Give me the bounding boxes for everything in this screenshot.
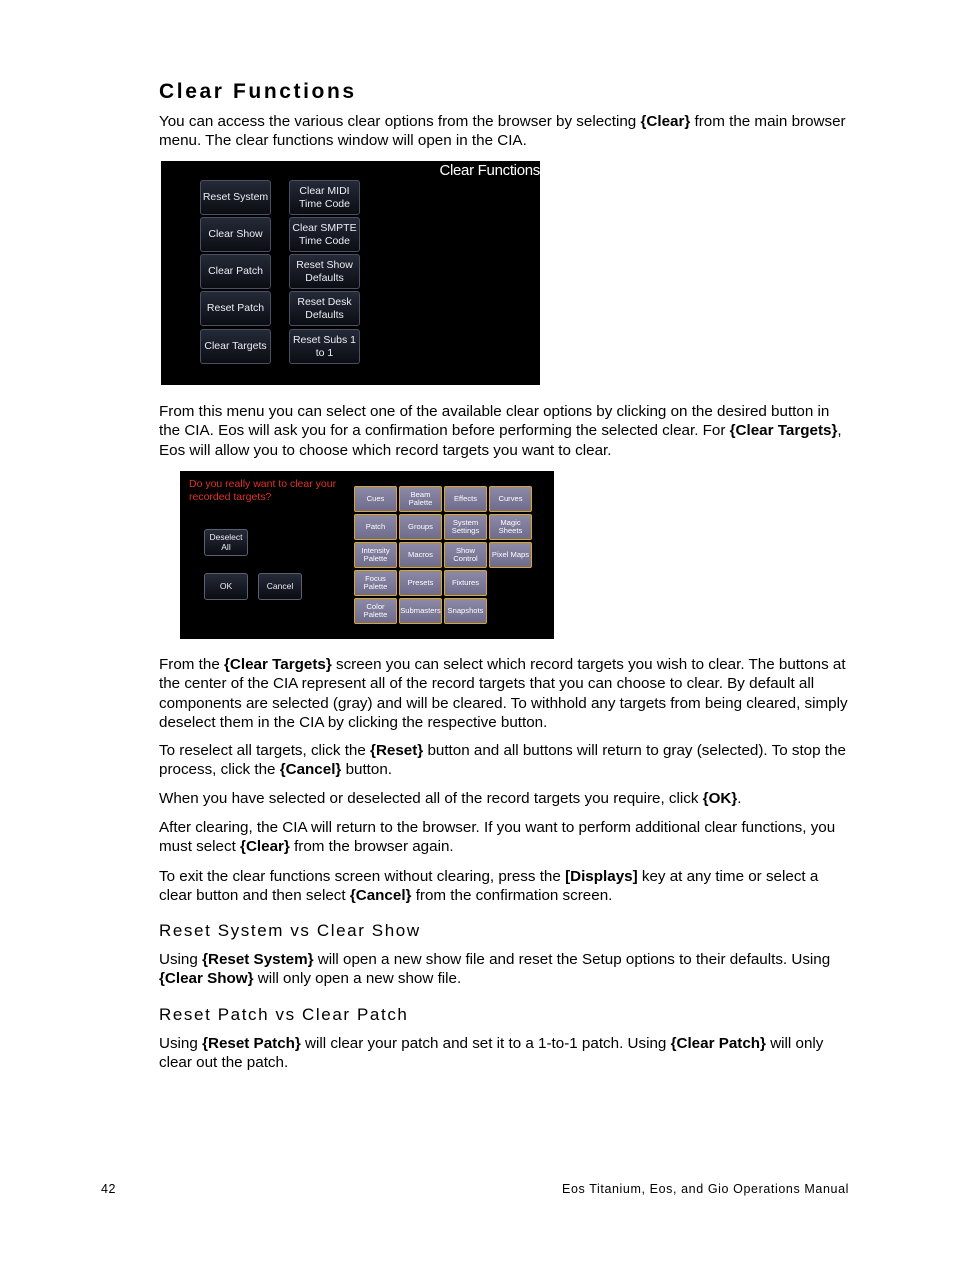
target-macros[interactable]: Macros	[399, 542, 442, 568]
target-focus-palette[interactable]: Focus Palette	[354, 570, 397, 596]
clear-targets-screenshot	[180, 471, 554, 639]
confirmation-prompt: Do you really want to clear your recorded targets?	[189, 478, 337, 503]
paragraph-clear-options: From this menu you can select one of the available clear options by clicking on the desired button in the CIA. Eos will ask you for a confirmation before performing the selected clear. For {Clear Targets}, Eos will allow you to choose which record targets you want to clear.	[159, 403, 842, 459]
target-color-palette[interactable]: Color Palette	[354, 598, 397, 624]
reset-subs-button[interactable]: Reset Subs 1 to 1	[289, 329, 360, 364]
target-fixtures[interactable]: Fixtures	[444, 570, 487, 596]
reset-desk-defaults-button[interactable]: Reset Desk Defaults	[289, 291, 360, 326]
target-patch[interactable]: Patch	[354, 514, 397, 540]
paragraph-reset-patch: Using {Reset Patch} will clear your patch and set it to a 1-to-1 patch. Using {Clear Patch} will only clear out the patch.	[159, 1035, 824, 1072]
target-effects[interactable]: Effects	[444, 486, 487, 512]
target-groups[interactable]: Groups	[399, 514, 442, 540]
section-heading: Clear Functions	[159, 80, 357, 103]
paragraph-exit: To exit the clear functions screen without clearing, press the [Displays] key at any time or select a clear button and then select {Cancel} from the confirmation screen.	[159, 868, 819, 905]
target-curves[interactable]: Curves	[489, 486, 532, 512]
intro-paragraph: You can access the various clear options from the browser by selecting {Clear} from the main browser menu. The clear functions window will open in the CIA.	[159, 113, 846, 150]
target-magic-sheets[interactable]: Magic Sheets	[489, 514, 532, 540]
paragraph-reselect: To reselect all targets, click the {Reset} button and all buttons will return to gray (selected). To stop the process, click the {Cancel} button.	[159, 742, 846, 779]
target-cues[interactable]: Cues	[354, 486, 397, 512]
clear-functions-title: Clear Functions	[439, 162, 540, 179]
reset-show-defaults-button[interactable]: Reset Show Defaults	[289, 254, 360, 289]
reset-patch-button[interactable]: Reset Patch	[200, 291, 271, 326]
reset-system-button[interactable]: Reset System	[200, 180, 271, 215]
paragraph-ok: When you have selected or deselected all of the record targets you require, click {OK}.	[159, 790, 742, 807]
clear-functions-screenshot	[161, 161, 540, 385]
paragraph-reset-system: Using {Reset System} will open a new show file and reset the Setup options to their defaults. Using {Clear Show} will only open a new show file.	[159, 951, 831, 988]
subheading-reset-patch: Reset Patch vs Clear Patch	[159, 1005, 409, 1024]
target-intensity-palette[interactable]: Intensity Palette	[354, 542, 397, 568]
paragraph-after-clearing: After clearing, the CIA will return to the browser. If you want to perform additional clear functions, you must select {Clear} from the browser again.	[159, 819, 836, 856]
target-show-control[interactable]: Show Control	[444, 542, 487, 568]
clear-targets-button[interactable]: Clear Targets	[200, 329, 271, 364]
target-beam-palette[interactable]: Beam Palette	[399, 486, 442, 512]
target-presets[interactable]: Presets	[399, 570, 442, 596]
target-system-settings[interactable]: System Settings	[444, 514, 487, 540]
deselect-all-button[interactable]: Deselect All	[204, 529, 248, 556]
clear-patch-button[interactable]: Clear Patch	[200, 254, 271, 289]
manual-title: Eos Titanium, Eos, and Gio Operations Manual	[562, 1182, 849, 1196]
clear-show-button[interactable]: Clear Show	[200, 217, 271, 252]
page-number: 42	[101, 1182, 117, 1196]
subheading-reset-system: Reset System vs Clear Show	[159, 921, 421, 940]
cancel-button[interactable]: Cancel	[258, 573, 302, 600]
target-submasters[interactable]: Submasters	[399, 598, 442, 624]
clear-midi-time-code-button[interactable]: Clear MIDI Time Code	[289, 180, 360, 215]
target-pixel-maps[interactable]: Pixel Maps	[489, 542, 532, 568]
clear-smpte-time-code-button[interactable]: Clear SMPTE Time Code	[289, 217, 360, 252]
ok-button[interactable]: OK	[204, 573, 248, 600]
paragraph-clear-targets: From the {Clear Targets} screen you can select which record targets you wish to clear. The buttons at the center of the CIA represent all of the record targets that you can choose to clear. By default all components are selected (gray) and will be cleared. To withhold any targets from being cleared, simply deselect them in the CIA by clicking the respective button.	[159, 656, 848, 731]
target-snapshots[interactable]: Snapshots	[444, 598, 487, 624]
